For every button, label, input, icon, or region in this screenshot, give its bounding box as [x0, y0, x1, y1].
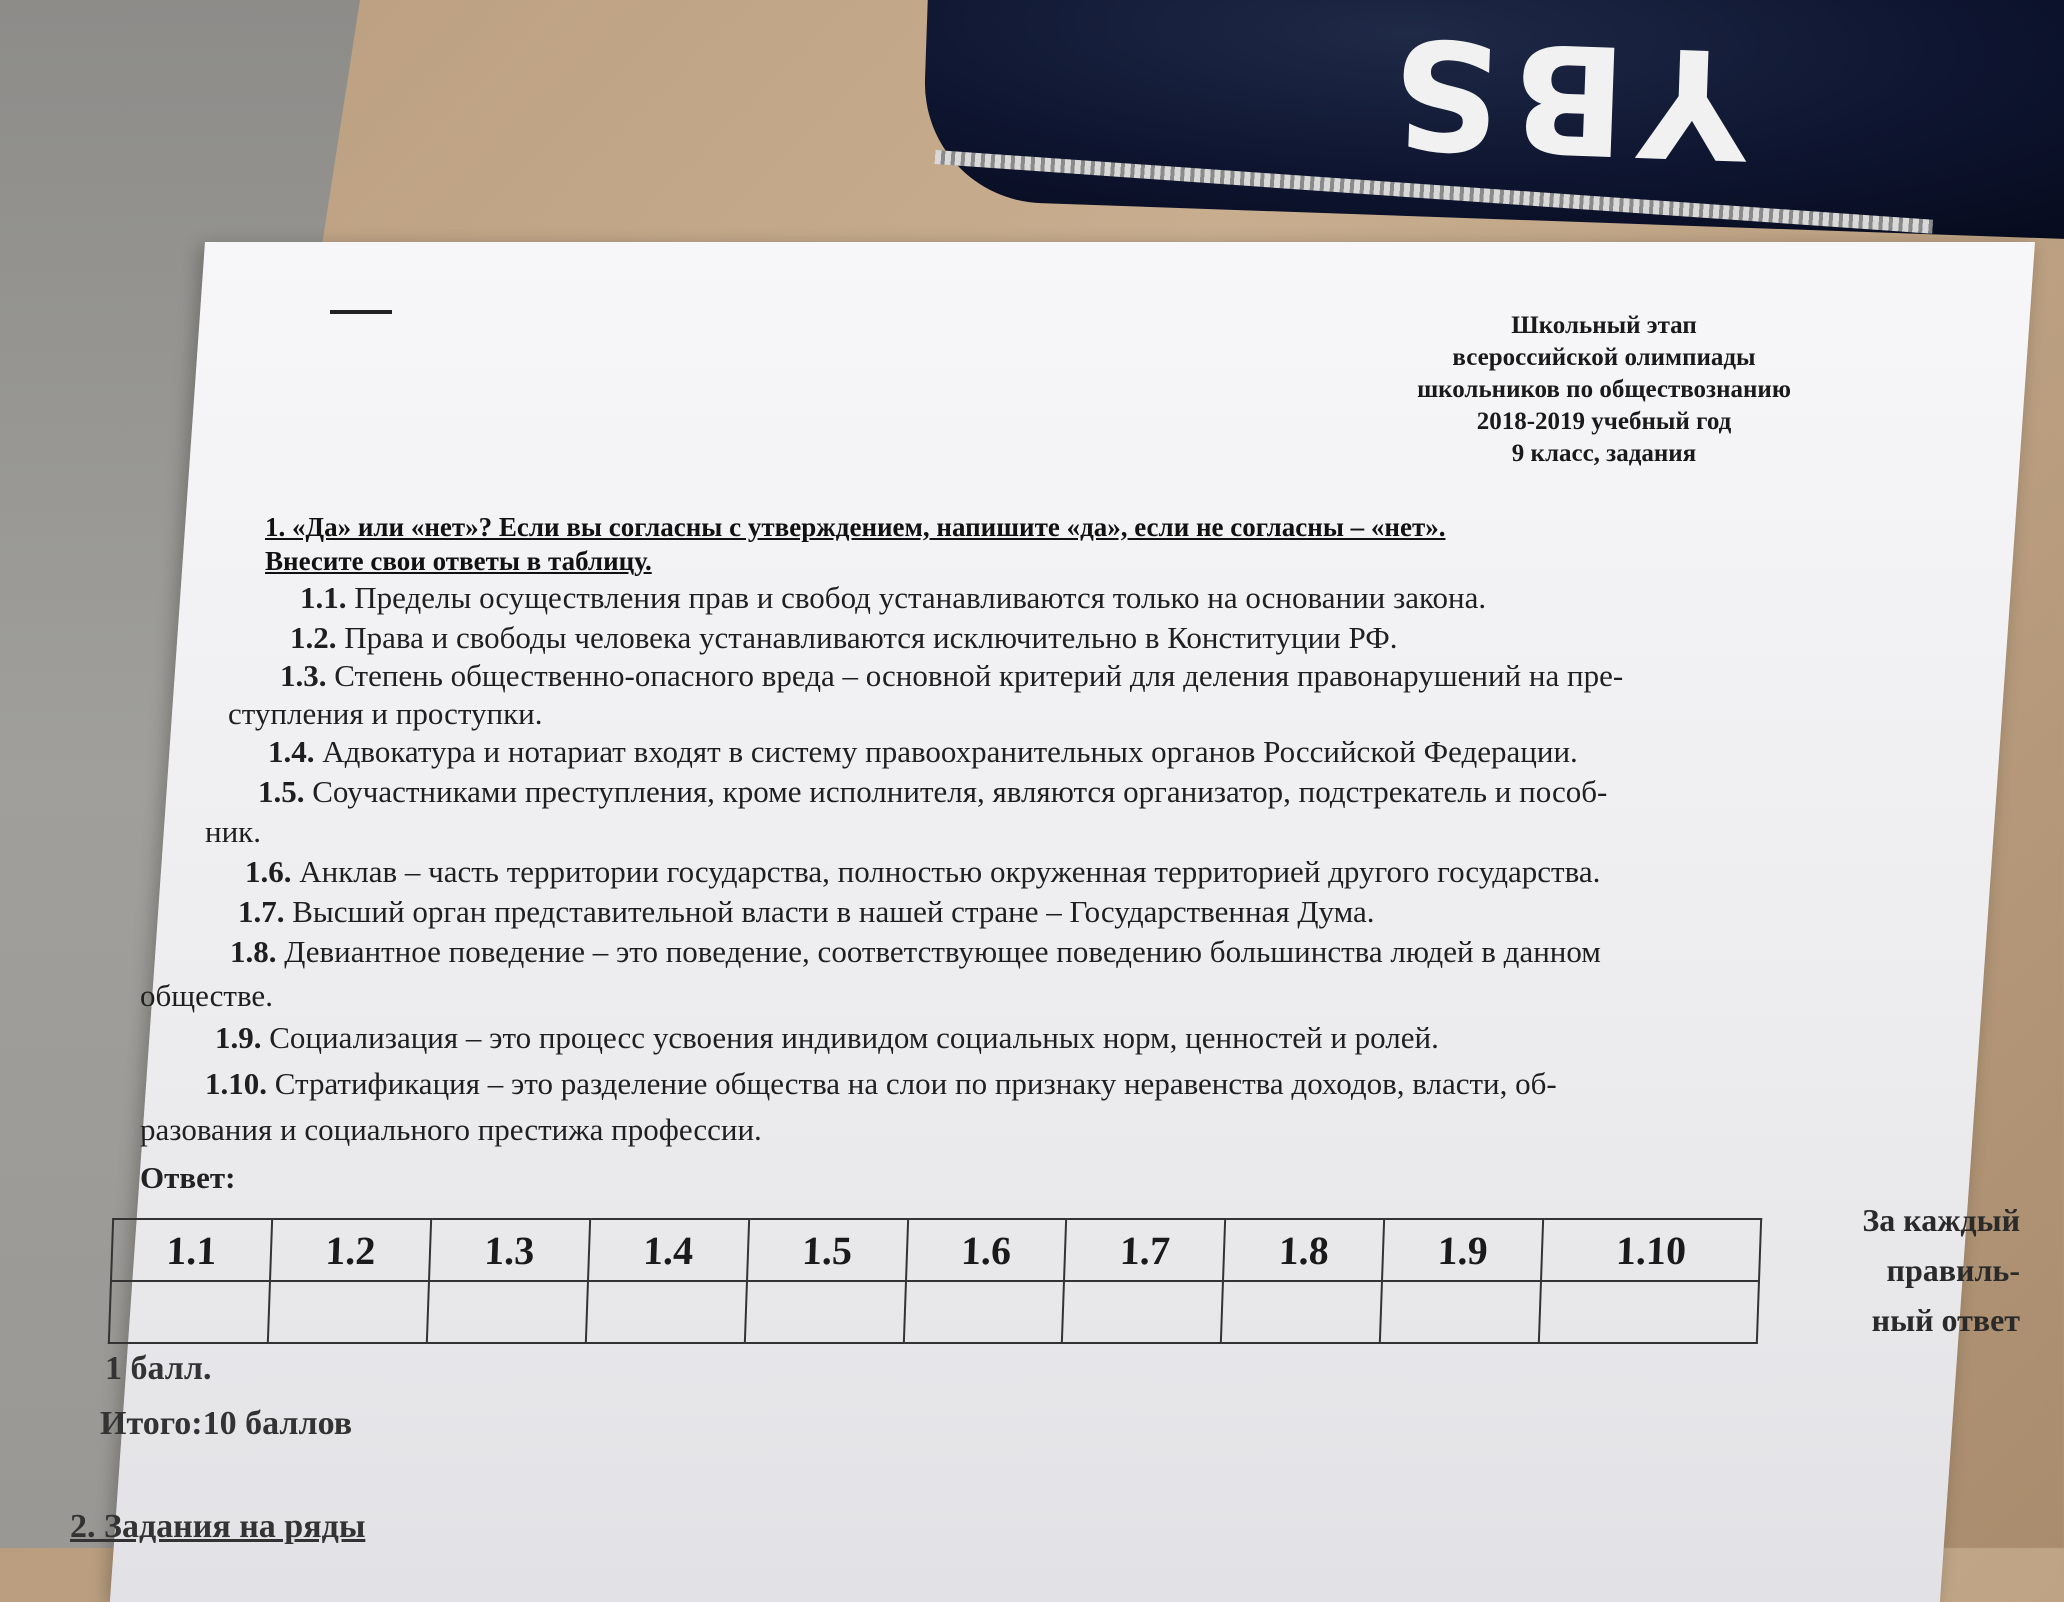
statement-number: 1.7.: [238, 894, 285, 929]
scoring-note-line: ный ответ: [1871, 1302, 2020, 1338]
header-line: школьников по обществознанию: [1417, 376, 1791, 403]
statement-number: 1.6.: [245, 854, 292, 889]
statement-number: 1.8.: [230, 934, 277, 969]
answer-table-answer-row: [109, 1281, 1759, 1343]
statement-1-10: [205, 1064, 1557, 1104]
answer-cell[interactable]: [1062, 1281, 1223, 1343]
answer-cell[interactable]: [744, 1281, 905, 1343]
header-line: всероссийской олимпиады: [1452, 344, 1756, 371]
answer-cell[interactable]: [268, 1281, 429, 1343]
statement-number: 1.1.: [300, 580, 347, 615]
statement-1-5: [258, 772, 1607, 812]
statement-number: 1.9.: [215, 1020, 262, 1055]
statement-1-1: [300, 578, 1486, 618]
answer-label: Ответ:: [140, 1160, 236, 1195]
document-header: [1344, 310, 1864, 470]
statement-number: 1.3.: [280, 658, 327, 693]
statement-1-6: [245, 852, 1600, 892]
statement-1-5-cont: ник.: [205, 814, 261, 849]
statement-1-3-cont: ступления и проступки.: [228, 696, 543, 731]
statement-text: Социализация – это процесс усвоения индивидом социальных норм, ценностей и ролей.: [269, 1020, 1439, 1055]
task1-title-line1: 1. «Да» или «нет»? Если вы согласны с утверждением, напишите «да», если не согласны – «нет».: [265, 512, 1446, 542]
statement-text: Стратификация – это разделение общества на слои по признаку неравенства доходов, власти, об-: [274, 1066, 1557, 1101]
answer-table-header: 1.10: [1541, 1219, 1761, 1281]
statement-number: 1.2.: [290, 620, 337, 655]
statement-1-2: [290, 618, 1397, 658]
answer-table-header: 1.6: [906, 1219, 1067, 1281]
task1-title-line2: Внесите свои ответы в таблицу.: [265, 546, 652, 576]
statement-text: Соучастниками преступления, кроме исполнителя, являются организатор, подстрекатель и пособ-: [312, 774, 1608, 809]
statement-text: Адвокатура и нотариат входят в систему правоохранительных органов Российской Федерации.: [322, 734, 1578, 769]
answer-cell[interactable]: [586, 1281, 747, 1343]
statement-number: 1.4.: [268, 734, 315, 769]
statement-1-10-cont: разования и социального престижа профессии.: [140, 1112, 762, 1147]
total-points: Итого:10 баллов: [100, 1405, 353, 1442]
statement-1-8-cont: обществе.: [140, 978, 273, 1013]
pencil-case-logo: YBS: [1377, 3, 1750, 191]
answer-table-header: 1.2: [270, 1219, 431, 1281]
statement-text: Анклав – часть территории государства, полностью окруженная территорией другого государства.: [299, 854, 1601, 889]
answer-table-header: 1.1: [111, 1219, 272, 1281]
header-line: 2018-2019 учебный год: [1476, 408, 1732, 435]
statement-1-7: [238, 892, 1374, 932]
statement-text: Высший орган представительной власти в нашей стране – Государственная Дума.: [292, 894, 1375, 929]
statement-text: Девиантное поведение – это поведение, соответствующее поведению большинства людей в данном: [284, 934, 1601, 969]
header-line: 9 класс, задания: [1511, 440, 1697, 467]
task1-title: [265, 510, 1865, 578]
statement-text: Пределы осуществления прав и свобод устанавливаются только на основании закона.: [354, 580, 1487, 615]
scoring-note-line: За каждый: [1862, 1202, 2020, 1238]
answer-cell[interactable]: [1221, 1281, 1382, 1343]
points-per-answer: 1 балл.: [105, 1350, 212, 1387]
scoring-note: [1770, 1195, 2020, 1345]
answer-table-header: 1.7: [1064, 1219, 1225, 1281]
answer-cell[interactable]: [1539, 1281, 1759, 1343]
header-line: Школьный этап: [1511, 312, 1697, 339]
answer-cell[interactable]: [109, 1281, 270, 1343]
answer-table-header: 1.8: [1223, 1219, 1384, 1281]
answer-cell[interactable]: [427, 1281, 588, 1343]
answer-cell[interactable]: [903, 1281, 1064, 1343]
statement-1-8: [230, 932, 1601, 972]
statement-1-9: [215, 1018, 1439, 1058]
answer-table: [108, 1218, 1762, 1344]
answer-table-header-row: [111, 1219, 1761, 1281]
answer-table-header: 1.9: [1382, 1219, 1543, 1281]
answer-table-header: 1.3: [429, 1219, 590, 1281]
answer-cell[interactable]: [1380, 1281, 1541, 1343]
task2-title: 2. Задания на ряды: [70, 1508, 366, 1545]
statement-1-4: [268, 732, 1578, 772]
statement-number: 1.5.: [258, 774, 305, 809]
statement-text: Степень общественно-опасного вреда – основной критерий для деления правонарушений на пре-: [334, 658, 1624, 693]
scoring-note-line: правиль-: [1886, 1252, 2020, 1288]
answer-table-header: 1.5: [747, 1219, 908, 1281]
corner-dash: [330, 310, 392, 314]
statement-text: Права и свободы человека устанавливаются исключительно в Конституции РФ.: [344, 620, 1398, 655]
statement-number: 1.10.: [205, 1066, 267, 1101]
answer-table-header: 1.4: [588, 1219, 749, 1281]
statement-1-3: [280, 656, 1623, 696]
